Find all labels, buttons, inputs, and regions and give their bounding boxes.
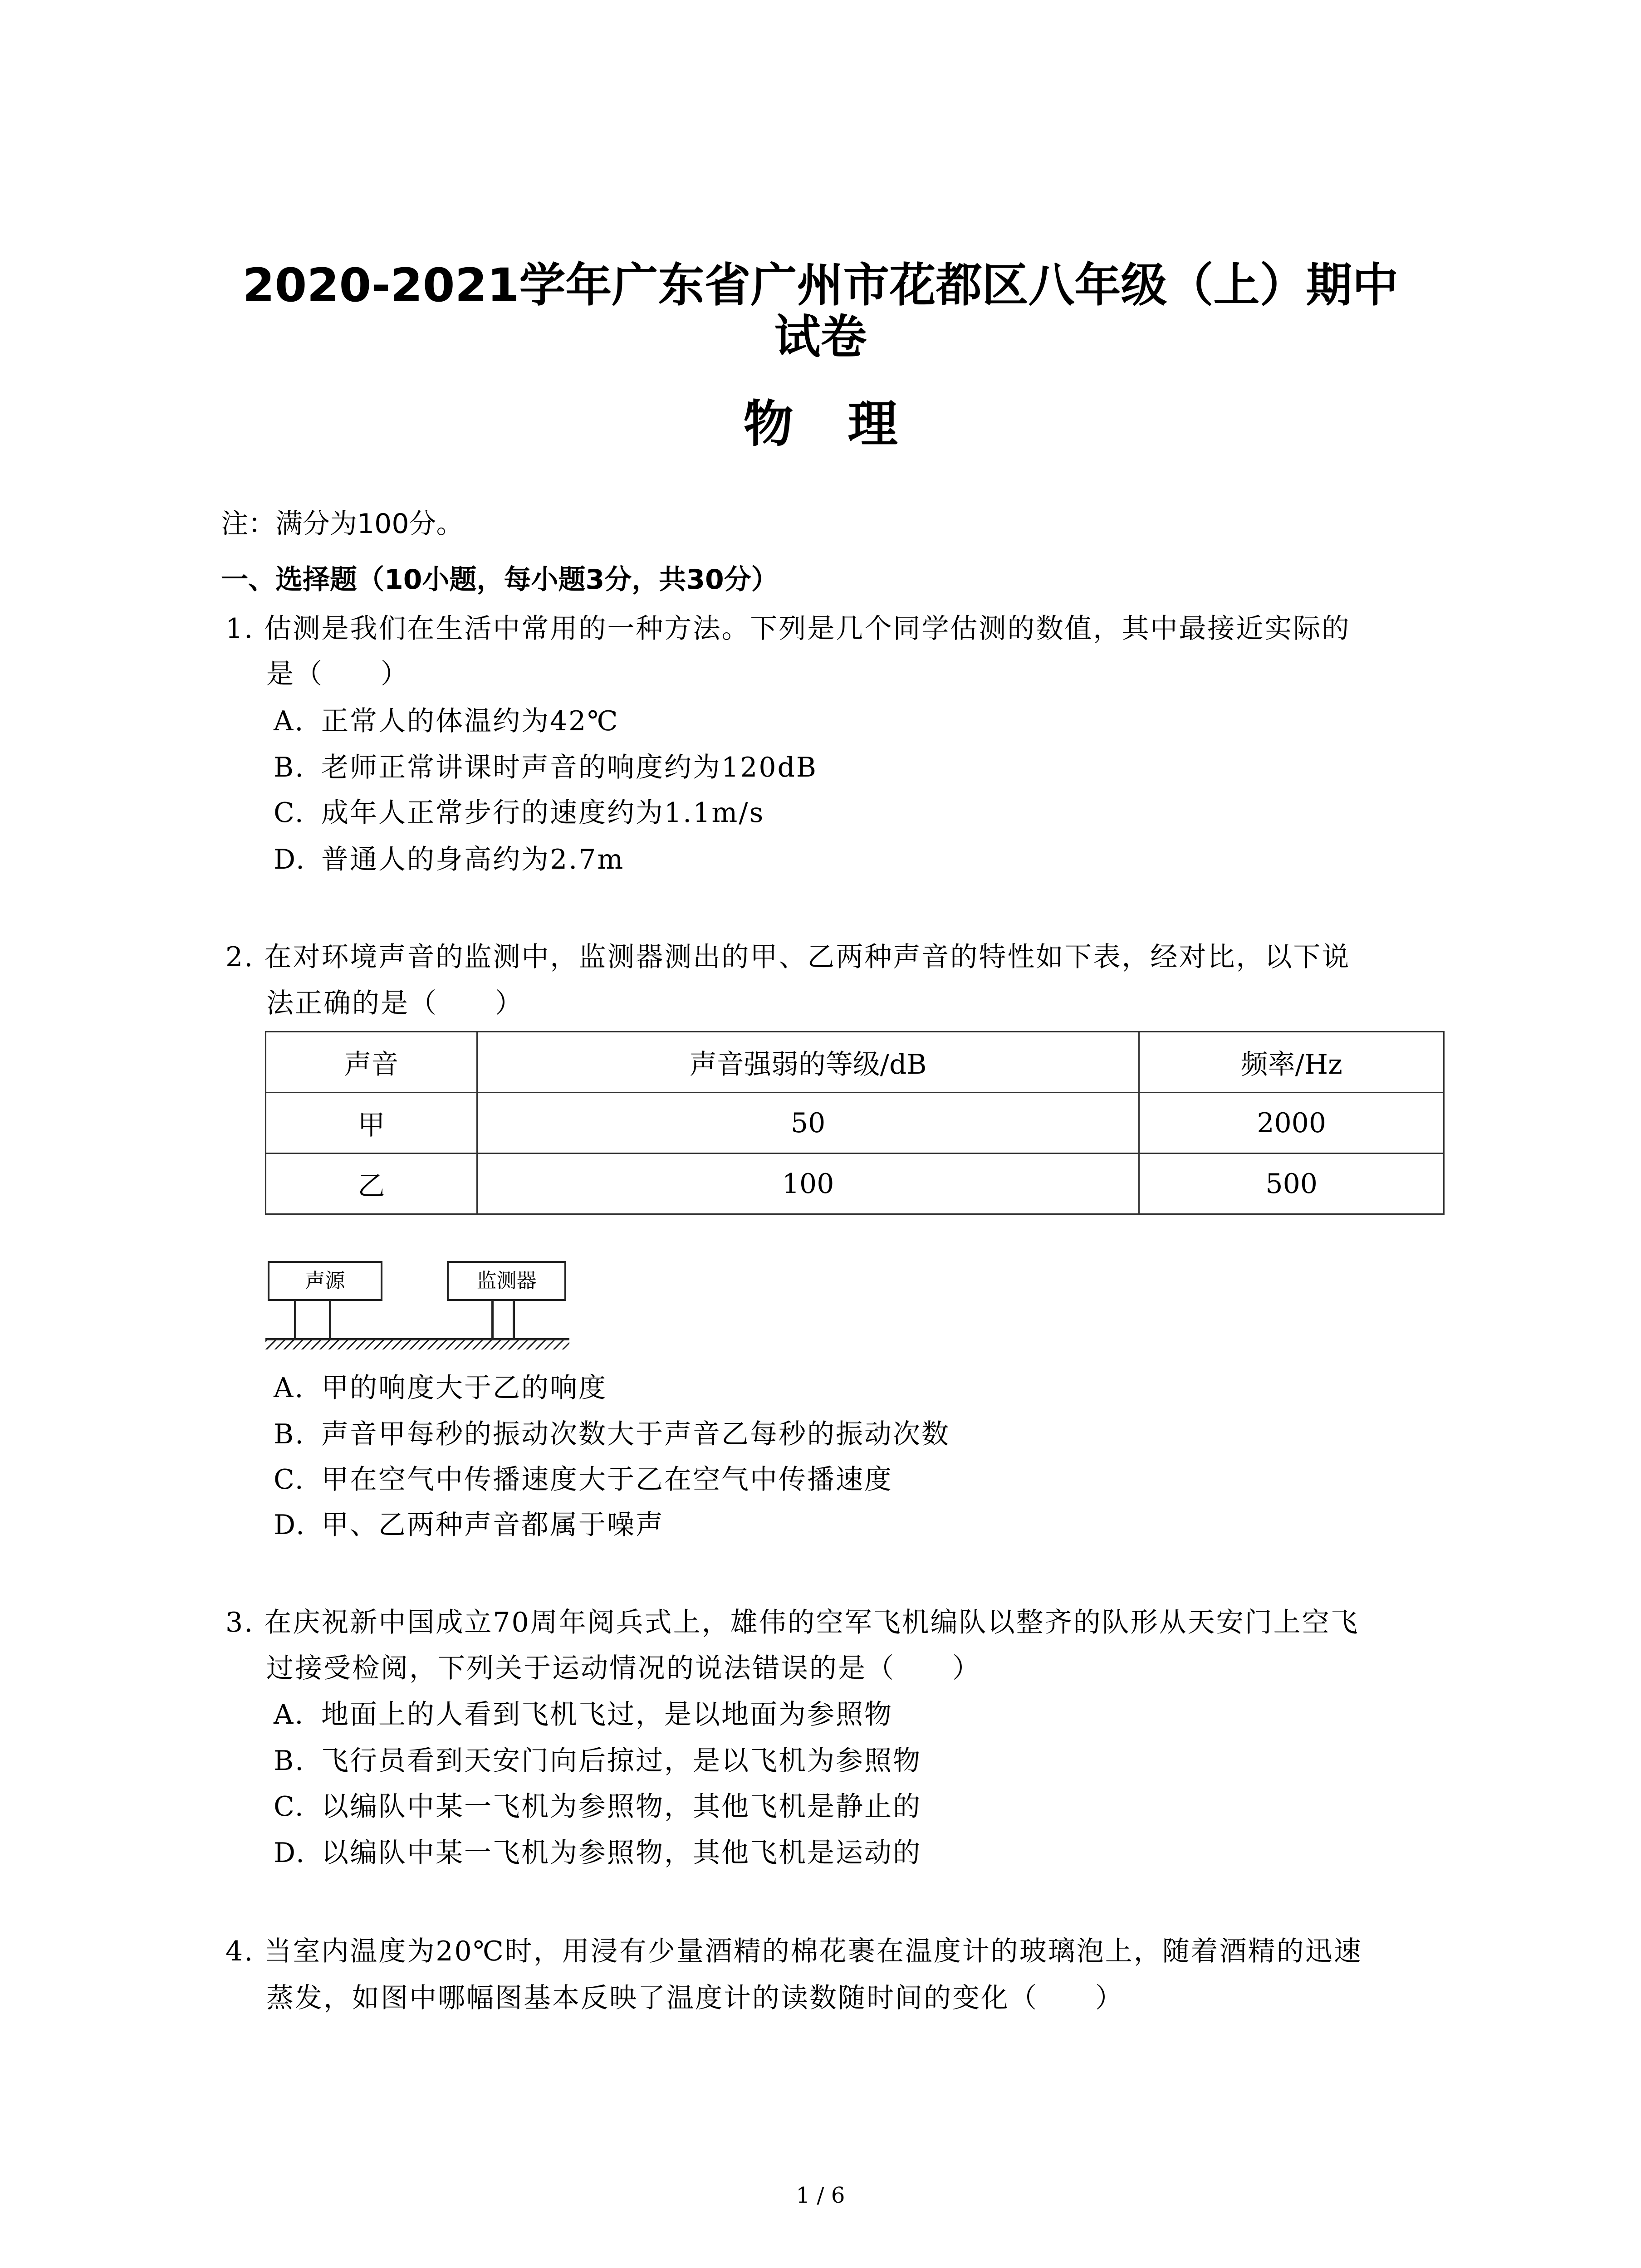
table-header-cell: 频率/Hz bbox=[1139, 1032, 1444, 1093]
table-cell: 50 bbox=[477, 1093, 1139, 1154]
option-letter: B. bbox=[274, 752, 305, 783]
option-letter: D. bbox=[274, 844, 306, 875]
monitor-leg bbox=[513, 1299, 515, 1338]
table-header-cell: 声音强弱的等级/dB bbox=[477, 1032, 1139, 1093]
page-title-line2: 试卷 bbox=[774, 310, 867, 364]
page-title-line1: 2020-2021学年广东省广州市花都区八年级（上）期中 bbox=[242, 259, 1399, 313]
table-row bbox=[266, 1093, 1444, 1154]
table-cell: 500 bbox=[1139, 1154, 1444, 1214]
question-2-option-c bbox=[274, 1461, 893, 1498]
page-number: 1 / 6 bbox=[796, 2183, 845, 2208]
question-3-line2: 过接受检阅，下列关于运动情况的说法错误的是（ ） bbox=[266, 1652, 981, 1684]
option-letter: A. bbox=[274, 705, 305, 737]
sound-source-box: 声源 bbox=[268, 1261, 382, 1301]
question-4-line1: 4. 当室内温度为20℃时，用浸有少量酒精的棉花裹在温度计的玻璃泡上，随着酒精的迅速 bbox=[225, 1936, 1362, 1967]
option-text: 甲、乙两种声音都属于噪声 bbox=[321, 1509, 664, 1541]
option-letter: D. bbox=[274, 1837, 306, 1869]
question-3-option-b bbox=[274, 1743, 921, 1779]
sound-source-leg bbox=[294, 1299, 296, 1338]
option-text: 正常人的体温约为42℃ bbox=[321, 705, 619, 737]
question-1-option-a bbox=[274, 703, 619, 739]
subject-heading: 物理 bbox=[743, 395, 952, 453]
option-text: 飞行员看到天安门向后掠过，是以飞机为参照物 bbox=[321, 1745, 921, 1777]
question-3-option-c bbox=[274, 1789, 921, 1825]
question-2-option-a bbox=[274, 1370, 607, 1406]
sound-data-table bbox=[265, 1031, 1445, 1215]
table-cell: 乙 bbox=[266, 1154, 477, 1214]
question-2-line1: 2. 在对环境声音的监测中，监测器测出的甲、乙两种声音的特性如下表，经对比，以下说 bbox=[225, 941, 1351, 973]
table-row bbox=[266, 1154, 1444, 1214]
sound-source-leg bbox=[329, 1299, 331, 1338]
table-header-row bbox=[266, 1032, 1444, 1093]
option-text: 以编队中某一飞机为参照物，其他飞机是运动的 bbox=[321, 1837, 921, 1869]
question-2-option-d bbox=[274, 1507, 664, 1543]
ground-hatch bbox=[265, 1340, 569, 1349]
question-1-option-d bbox=[274, 841, 624, 878]
table-cell: 100 bbox=[477, 1154, 1139, 1214]
option-letter: A. bbox=[274, 1372, 305, 1404]
table-cell: 2000 bbox=[1139, 1093, 1444, 1154]
option-text: 成年人正常步行的速度约为1.1m/s bbox=[321, 797, 765, 829]
question-1-line2: 是（ ） bbox=[266, 658, 409, 690]
option-letter: D. bbox=[274, 1509, 306, 1541]
option-text: 普通人的身高约为2.7m bbox=[321, 844, 625, 875]
monitor-leg bbox=[491, 1299, 494, 1338]
question-3-option-a bbox=[274, 1696, 893, 1733]
question-1-option-b bbox=[274, 749, 818, 786]
option-text: 甲在空气中传播速度大于乙在空气中传播速度 bbox=[321, 1464, 893, 1496]
question-4-line2: 蒸发，如图中哪幅图基本反映了温度计的读数随时间的变化（ ） bbox=[266, 1982, 1124, 2014]
section-heading: 一、选择题（10小题，每小题3分，共30分） bbox=[221, 564, 779, 596]
question-2-option-b bbox=[274, 1416, 950, 1452]
table-header-cell: 声音 bbox=[266, 1032, 477, 1093]
option-text: 以编队中某一飞机为参照物，其他飞机是静止的 bbox=[321, 1791, 921, 1823]
question-1-option-c bbox=[274, 795, 764, 831]
score-note: 注：满分为100分。 bbox=[221, 508, 464, 540]
question-2-line2: 法正确的是（ ） bbox=[266, 987, 524, 1019]
option-letter: C. bbox=[274, 1791, 305, 1823]
option-letter: C. bbox=[274, 797, 305, 829]
question-3-line1: 3. 在庆祝新中国成立70周年阅兵式上，雄伟的空军飞机编队以整齐的队形从天安门上空飞 bbox=[225, 1607, 1359, 1638]
question-1-line1: 1. 估测是我们在生活中常用的一种方法。下列是几个同学估测的数值，其中最接近实际的 bbox=[225, 613, 1351, 645]
option-text: 老师正常讲课时声音的响度约为120dB bbox=[321, 752, 818, 783]
option-text: 地面上的人看到飞机飞过，是以地面为参照物 bbox=[321, 1699, 893, 1730]
option-letter: A. bbox=[274, 1699, 305, 1730]
option-text: 甲的响度大于乙的响度 bbox=[321, 1372, 607, 1404]
table-cell: 甲 bbox=[266, 1093, 477, 1154]
option-letter: B. bbox=[274, 1745, 305, 1777]
monitor-box: 监测器 bbox=[447, 1261, 566, 1301]
option-letter: B. bbox=[274, 1418, 305, 1450]
option-letter: C. bbox=[274, 1464, 305, 1496]
question-3-option-d bbox=[274, 1835, 921, 1871]
option-text: 声音甲每秒的振动次数大于声音乙每秒的振动次数 bbox=[321, 1418, 950, 1450]
